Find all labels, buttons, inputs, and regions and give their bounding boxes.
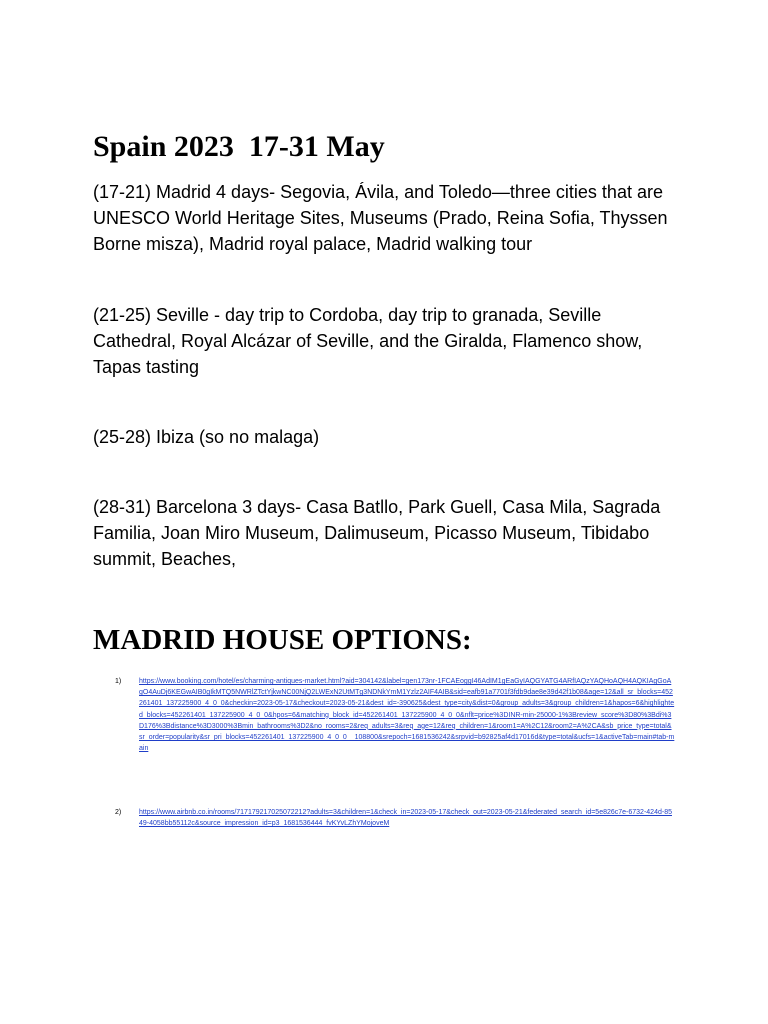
airbnb-link[interactable]: https://www.airbnb.co.in/rooms/717179217025072212?adults=3&children=1&check_in=2023-05-17&check_out=2023-05-21&federated_search_id=5e826c7e-6732-424d-8549-4058bb55112c&source_impression_id=p3_1681536444_fvKYvLZhYMojoveM: [139, 809, 672, 828]
itinerary-seville: (21-25) Seville - day trip to Cordoba, day trip to granada, Seville Cathedral, Royal Alcázar of Seville, and the Giralda, Flamenco show, Tapas tasting: [93, 305, 643, 377]
itinerary-ibiza: (25-28) Ibiza (so no malaga): [93, 427, 320, 447]
list-number: 2): [115, 809, 122, 816]
madrid-house-options-heading: MADRID HOUSE OPTIONS:: [93, 624, 472, 656]
itinerary-barcelona: (28-31) Barcelona 3 days- Casa Batllo, Park Guell, Casa Mila, Sagrada Familia, Joan Miro Museum, Dalimuseum, Picasso Museum, Tibidabo summit, Beaches,: [93, 497, 661, 569]
booking-link[interactable]: https://www.booking.com/hotel/es/charming-antiques-market.html?aid=304142&label=gen173nr-1FCAEoggI46AdIM1gEaGyIAQGYATG4ARfIAQzYAQHoAQH4AQKIAgGoAgO4AuDj6KEGwAIB0gIkMTQ5NWRlZTctYjkwNC00NjQ2LWExN2UtMTg3NDNkYmM1Yzlz2AIF4AIB&sid=eafb91a7701f3fdb9dae8e39d42f1b08&age=12&all_sr_blocks=452261401_137225900_4_0_0&checkin=2023-05-17&checkout=2023-05-21&dest_id=-390625&dest_type=city&dist=0&group_adults=3&group_children=1&hapos=6&highlighted_blocks=452261401_137225900_4_0_0&hpos=6&matching_block_id=452261401_137225900_4_0_0&nflt=price%3DINR-min-25000-1%3Breview_score%3D80%3Bdi%3D176%3Bdistance%3D3000%3Bmin_bathrooms%3D2&no_rooms=2&req_adults=3&req_age=12&req_children=1&room1=A%2C12&room2=A%2CA&sb_price_type=total&sr_order=popularity&sr_pri_blocks=452261401_137225900_4_0_0__108800&srepoch=1681536242&srpvid=b92825af4d17016d&type=total&ucfs=1&activeTab=main#tab-main: [139, 678, 675, 753]
document-title: Spain 2023 17-31 May: [93, 130, 385, 163]
itinerary-madrid: (17-21) Madrid 4 days- Segovia, Ávila, and Toledo—three cities that are UNESCO World Heritage Sites, Museums (Prado, Reina Sofia, Thyssen Borne misza), Madrid royal palace, Madrid walking tour: [93, 182, 668, 254]
list-number: 1): [115, 678, 122, 685]
